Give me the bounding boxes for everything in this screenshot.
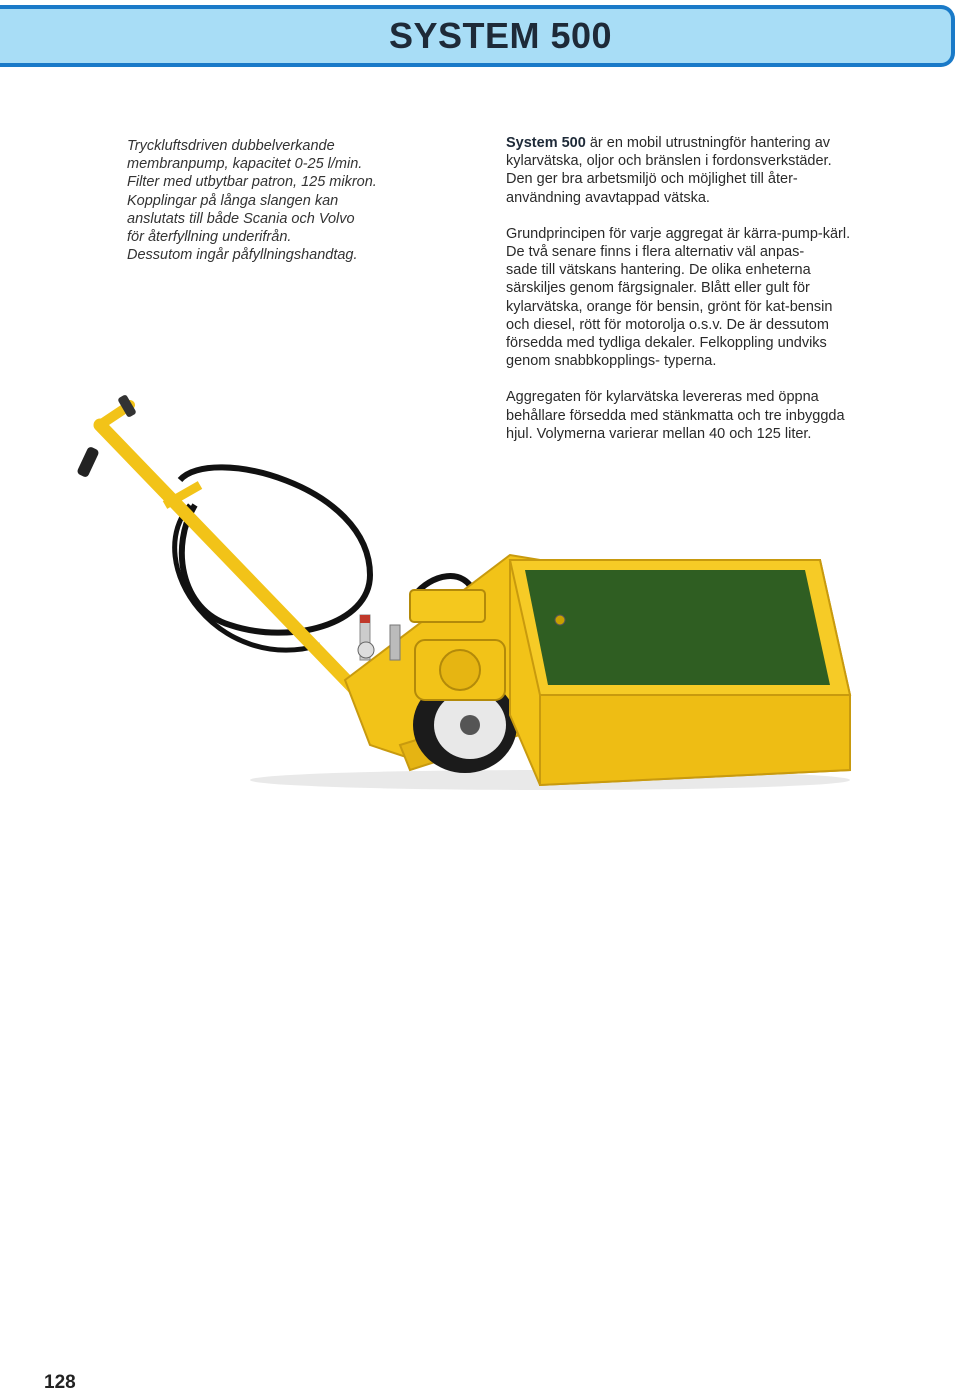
text-line: kylarvätska, orange för bensin, grönt för kat-bensin bbox=[506, 298, 833, 315]
page-title: SYSTEM 500 bbox=[388, 15, 613, 56]
text-line: De två senare finns i flera alternativ väl anpas- bbox=[506, 244, 805, 261]
caption-line: membranpump, kapacitet 0-25 l/min. bbox=[127, 156, 363, 173]
caption-line: för återfyllning underifrån. bbox=[127, 229, 292, 246]
text-line: Aggregaten för kylarvätska levereras med öppna bbox=[506, 389, 819, 406]
caption-line: Kopplingar på långa slangen kan bbox=[127, 192, 339, 209]
caption-line: Filter med utbytbar patron, 125 mikron. bbox=[127, 174, 377, 191]
paragraph-principle bbox=[506, 225, 866, 371]
text-line: särskiljes genom färgsignaler. Blått eller gult för bbox=[506, 280, 810, 297]
text-line: Den ger bra arbetsmiljö och möjlighet till åter- bbox=[506, 171, 798, 188]
header-bar bbox=[0, 5, 955, 67]
text-line: genom snabbkopplings- typerna. bbox=[506, 353, 717, 370]
text-line: kylarvätska, oljor och bränslen i fordonsverkstäder. bbox=[506, 153, 832, 170]
text-line: hjul. Volymerna varierar mellan 40 och 125 liter. bbox=[506, 425, 812, 442]
caption-line: anslutats till både Scania och Volvo bbox=[127, 210, 355, 227]
image-caption bbox=[127, 137, 427, 264]
text-line: och diesel, rött för motorolja o.s.v. De är dessutom bbox=[506, 316, 829, 333]
text-line: Grundprincipen för varje aggregat är kärra-pump-kärl. bbox=[506, 225, 851, 242]
page-number: 128 bbox=[44, 1372, 76, 1393]
caption-line: Tryckluftsdriven dubbelverkande bbox=[127, 138, 335, 154]
text-line: sade till vätskans hantering. De olika enheterna bbox=[506, 262, 811, 279]
caption-line: Dessutom ingår påfyllningshandtag. bbox=[127, 247, 358, 264]
text-line: behållare försedda med stänkmatta och tre inbyggda bbox=[506, 407, 845, 424]
text-line: användning avavtappad vätska. bbox=[506, 189, 710, 206]
text-line: är en mobil utrustningför hantering av bbox=[585, 135, 831, 151]
lead-text: System 500 bbox=[506, 135, 586, 151]
paragraph-intro bbox=[506, 134, 866, 207]
text-line: försedda med tydliga dekaler. Felkoppling undviks bbox=[506, 335, 827, 352]
product-photo bbox=[70, 385, 870, 795]
